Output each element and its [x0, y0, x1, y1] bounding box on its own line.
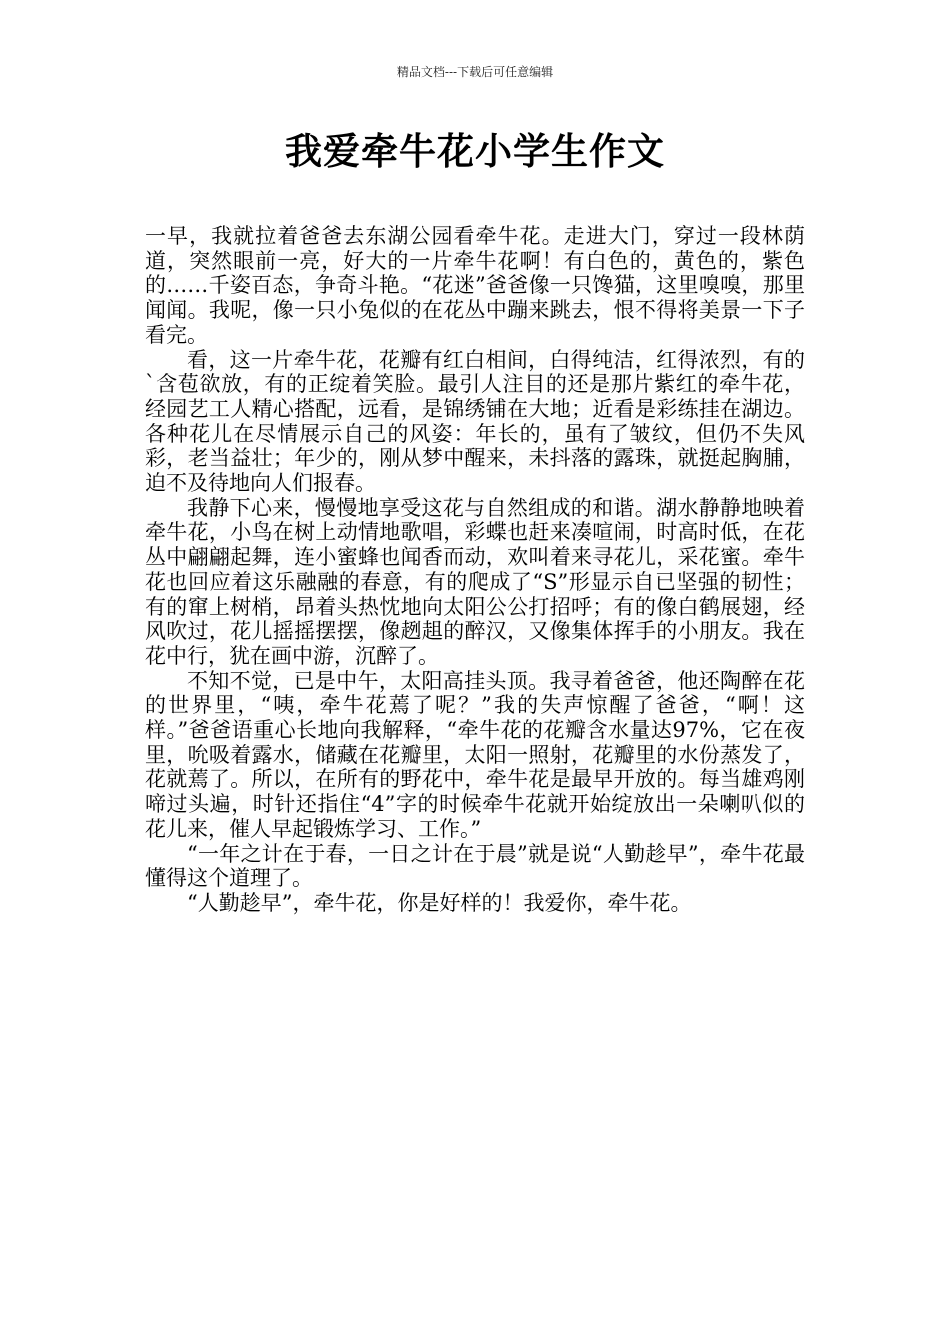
paragraph-2: 看，这一片牵牛花，花瓣有红白相间，白得纯洁，红得浓烈，有的`含苞欲放，有的正绽着笑脸。最引人注目的还是那片紫红的牵牛花，经园艺工人精心搭配，远看，是锦绣铺在大地；近看是彩练挂在湖边。各种花儿在尽情展示自己的风姿：年长的，虽有了皱纹，但仍不失风彩，老当益壮；年少的，刚从梦中醒来，未抖落的露珠，就挺起胸脯，迫不及待地向人们报春。 — [145, 347, 805, 496]
paragraph-5: “一年之计在于春，一日之计在于晨”就是说“人勤趁早”，牵牛花最懂得这个道理了。 — [145, 841, 805, 891]
document-title: 我爱牵牛花小学生作文 — [285, 130, 665, 173]
paragraph-6: “人勤趁早”，牵牛花，你是好样的！我爱你，牵牛花。 — [187, 890, 692, 915]
paragraph-3: 我静下心来，慢慢地享受这花与自然组成的和谐。湖水静静地映着牵牛花，小鸟在树上动情地歌唱，彩蝶也赶来凑喧闹，时高时低，在花丛中翩翩起舞，连小蜜蜂也闻香而动，欢叫着来寻花儿，采花蜜。牵牛花也回应着这乐融融的春意，有的爬成了“S”形显示自已坚强的韧性；有的窜上树梢，昂着头热忱地向太阳公公打招呼；有的像白鹤展翅，经风吹过，花儿摇摇摆摆，像趔趄的醉汉，又像集体挥手的小朋友。我在花中行，犹在画中游，沉醉了。 — [145, 495, 805, 668]
paragraph-4: 不知不觉，已是中午，太阳高挂头顶。我寻着爸爸，他还陶醉在花的世界里，“咦，牵牛花蔫了呢？”我的失声惊醒了爸爸，“啊！这样。”爸爸语重心长地向我解释，“牵牛花的花瓣含水量达97%，它在夜里，吮吸着露水，储藏在花瓣里，太阳一照射，花瓣里的水份蒸发了，花就蔫了。所以，在所有的野花中，牵牛花是最早开放的。每当雄鸡刚啼过头遍，时针还指住“4”字的时候牵牛花就开始绽放出一朵喇叭似的花儿来，催人早起锻炼学习、工作。” — [145, 668, 805, 841]
paragraph-1: 一早，我就拉着爸爸去东湖公园看牵牛花。走进大门，穿过一段林荫道，突然眼前一亮，好大的一片牵牛花啊！有白色的，黄色的，紫色的……千姿百态，争奇斗艳。“花迷”爸爸像一只馋猫，这里嗅嗅，那里闻闻。我呢，像一只小兔似的在花丛中蹦来跳去，恨不得将美景一下子看完。 — [145, 224, 805, 347]
essay-body — [145, 224, 805, 916]
running-header: 精品文档---下载后可任意编辑 — [396, 65, 554, 79]
